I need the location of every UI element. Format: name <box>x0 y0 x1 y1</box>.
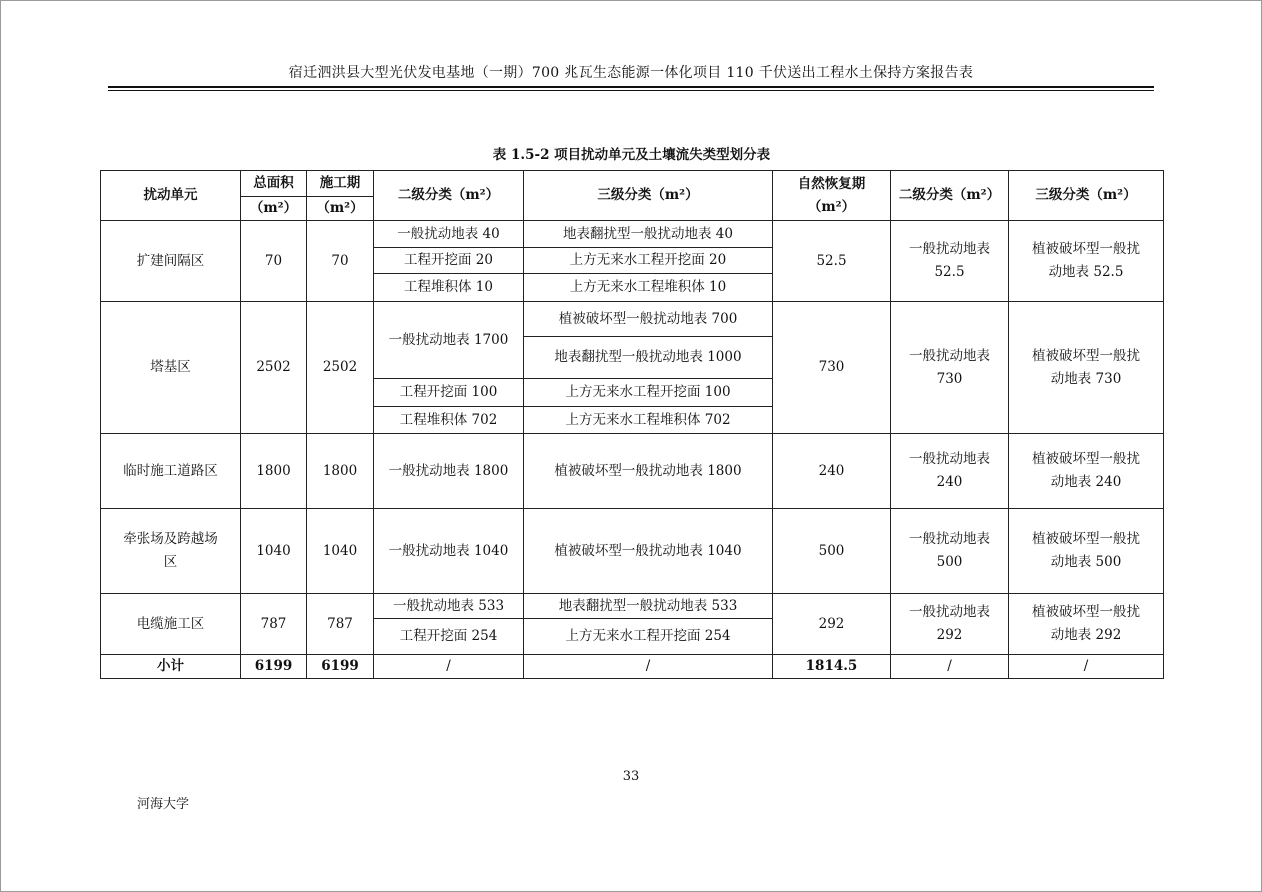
rec-level3-line: 动地表 292 <box>1050 627 1122 643</box>
level3-cell: 上方无来水工程开挖面 254 <box>524 619 773 655</box>
construction-area: 787 <box>307 594 374 655</box>
level2-cell: 一般扰动地表 1700 <box>374 302 524 379</box>
rec-level2-line: 一般扰动地表 <box>909 451 990 467</box>
construction-area: 70 <box>307 221 374 302</box>
header-rule-thin <box>108 90 1154 91</box>
rec-level2-cell <box>891 302 1009 434</box>
subtotal-level2: / <box>374 655 524 679</box>
level3-cell: 上方无来水工程堆积体 702 <box>524 407 773 434</box>
level2-cell: 工程开挖面 254 <box>374 619 524 655</box>
header-level3: 三级分类（m²） <box>524 171 773 221</box>
level2-cell: 一般扰动地表 1040 <box>374 509 524 594</box>
level3-cell: 植被破坏型一般扰动地表 1040 <box>524 509 773 594</box>
rec-level3-line: 动地表 500 <box>1050 554 1122 570</box>
header-rec-level3: 三级分类（m²） <box>1009 171 1164 221</box>
rec-level2-line: 240 <box>936 474 963 490</box>
rec-level2-line: 一般扰动地表 <box>909 347 990 364</box>
rec-level3-line: 植被破坏型一般扰 <box>1032 531 1140 547</box>
unit-name <box>101 509 241 594</box>
total-area: 787 <box>241 594 307 655</box>
recovery-area: 52.5 <box>773 221 891 302</box>
total-area: 70 <box>241 221 307 302</box>
rec-level2-cell <box>891 221 1009 302</box>
level2-cell: 一般扰动地表 40 <box>374 221 524 248</box>
header-level2: 二级分类（m²） <box>374 171 524 221</box>
rec-level3-cell <box>1009 594 1164 655</box>
table-row <box>101 509 1164 594</box>
rec-level2-cell <box>891 434 1009 509</box>
subtotal-level3: / <box>524 655 773 679</box>
construction-area: 2502 <box>307 302 374 434</box>
rec-level2-line: 292 <box>936 627 963 643</box>
recovery-area: 292 <box>773 594 891 655</box>
level3-cell: 植被破坏型一般扰动地表 1800 <box>524 434 773 509</box>
rec-level2-line: 500 <box>936 554 963 570</box>
level3-cell: 植被破坏型一般扰动地表 700 <box>524 302 773 337</box>
table-caption: 表 1.5-2 项目扰动单元及土壤流失类型划分表 <box>492 147 771 163</box>
unit-name-line: 牵张场及跨越场 <box>123 531 218 547</box>
disturbance-unit-table <box>100 170 1164 679</box>
header-recovery-line2: （m²） <box>807 198 856 215</box>
rec-level3-cell <box>1009 302 1164 434</box>
level2-cell: 工程开挖面 20 <box>374 248 524 274</box>
rec-level3-line: 植被破坏型一般扰 <box>1032 451 1140 467</box>
header-rule <box>108 86 1154 88</box>
subtotal-label: 小计 <box>101 655 241 679</box>
page-number: 33 <box>622 769 640 784</box>
level2-cell: 工程堆积体 10 <box>374 274 524 302</box>
header-unit: 扰动单元 <box>101 171 241 221</box>
total-area: 1040 <box>241 509 307 594</box>
rec-level3-cell <box>1009 509 1164 594</box>
level3-cell: 上方无来水工程堆积体 10 <box>524 274 773 302</box>
construction-area: 1800 <box>307 434 374 509</box>
rec-level2-line: 730 <box>936 370 963 387</box>
unit-name: 临时施工道路区 <box>101 434 241 509</box>
rec-level3-line: 植被破坏型一般扰 <box>1032 604 1140 620</box>
level3-cell: 上方无来水工程开挖面 20 <box>524 248 773 274</box>
rec-level3-line: 植被破坏型一般扰 <box>1032 347 1140 364</box>
header-total-area: 总面积 <box>241 171 307 197</box>
subtotal-construction: 6199 <box>307 655 374 679</box>
level3-cell: 上方无来水工程开挖面 100 <box>524 379 773 407</box>
level3-cell: 地表翻扰型一般扰动地表 1000 <box>524 337 773 379</box>
table-row <box>101 302 1164 337</box>
table-row <box>101 434 1164 509</box>
table-row <box>101 594 1164 619</box>
construction-area: 1040 <box>307 509 374 594</box>
subtotal-total: 6199 <box>241 655 307 679</box>
header-construction-unit: （m²） <box>307 197 374 221</box>
rec-level2-cell <box>891 509 1009 594</box>
rec-level2-cell <box>891 594 1009 655</box>
subtotal-recovery: 1814.5 <box>773 655 891 679</box>
running-header: 宿迁泗洪县大型光伏发电基地（一期）700 兆瓦生态能源一体化项目 110 千伏送出工程水土保持方案报告表 <box>288 65 974 81</box>
level3-cell: 地表翻扰型一般扰动地表 533 <box>524 594 773 619</box>
recovery-area: 730 <box>773 302 891 434</box>
level3-cell: 地表翻扰型一般扰动地表 40 <box>524 221 773 248</box>
subtotal-rec-level2: / <box>891 655 1009 679</box>
unit-name: 塔基区 <box>101 302 241 434</box>
level2-cell: 工程堆积体 702 <box>374 407 524 434</box>
total-area: 2502 <box>241 302 307 434</box>
rec-level3-line: 植被破坏型一般扰 <box>1032 241 1140 257</box>
header-rec-level2: 二级分类（m²） <box>891 171 1009 221</box>
recovery-area: 500 <box>773 509 891 594</box>
rec-level2-line: 一般扰动地表 <box>909 604 990 620</box>
rec-level2-line: 一般扰动地表 <box>909 241 990 257</box>
footer-organization: 河海大学 <box>137 797 190 812</box>
subtotal-row <box>101 655 1164 679</box>
rec-level3-cell <box>1009 221 1164 302</box>
rec-level2-line: 52.5 <box>934 264 965 280</box>
unit-name: 扩建间隔区 <box>101 221 241 302</box>
rec-level2-line: 一般扰动地表 <box>909 531 990 547</box>
unit-name-line: 区 <box>163 554 178 570</box>
level2-cell: 一般扰动地表 533 <box>374 594 524 619</box>
subtotal-rec-level3: / <box>1009 655 1164 679</box>
level2-cell: 一般扰动地表 1800 <box>374 434 524 509</box>
level2-cell: 工程开挖面 100 <box>374 379 524 407</box>
rec-level3-line: 动地表 730 <box>1050 370 1122 387</box>
table-row <box>101 221 1164 248</box>
header-total-area-unit: （m²） <box>241 197 307 221</box>
unit-name: 电缆施工区 <box>101 594 241 655</box>
total-area: 1800 <box>241 434 307 509</box>
rec-level3-cell <box>1009 434 1164 509</box>
header-construction: 施工期 <box>307 171 374 197</box>
recovery-area: 240 <box>773 434 891 509</box>
header-recovery-line1: 自然恢复期 <box>797 175 866 192</box>
rec-level3-line: 动地表 52.5 <box>1048 264 1124 280</box>
rec-level3-line: 动地表 240 <box>1050 474 1122 490</box>
header-recovery <box>773 171 891 221</box>
